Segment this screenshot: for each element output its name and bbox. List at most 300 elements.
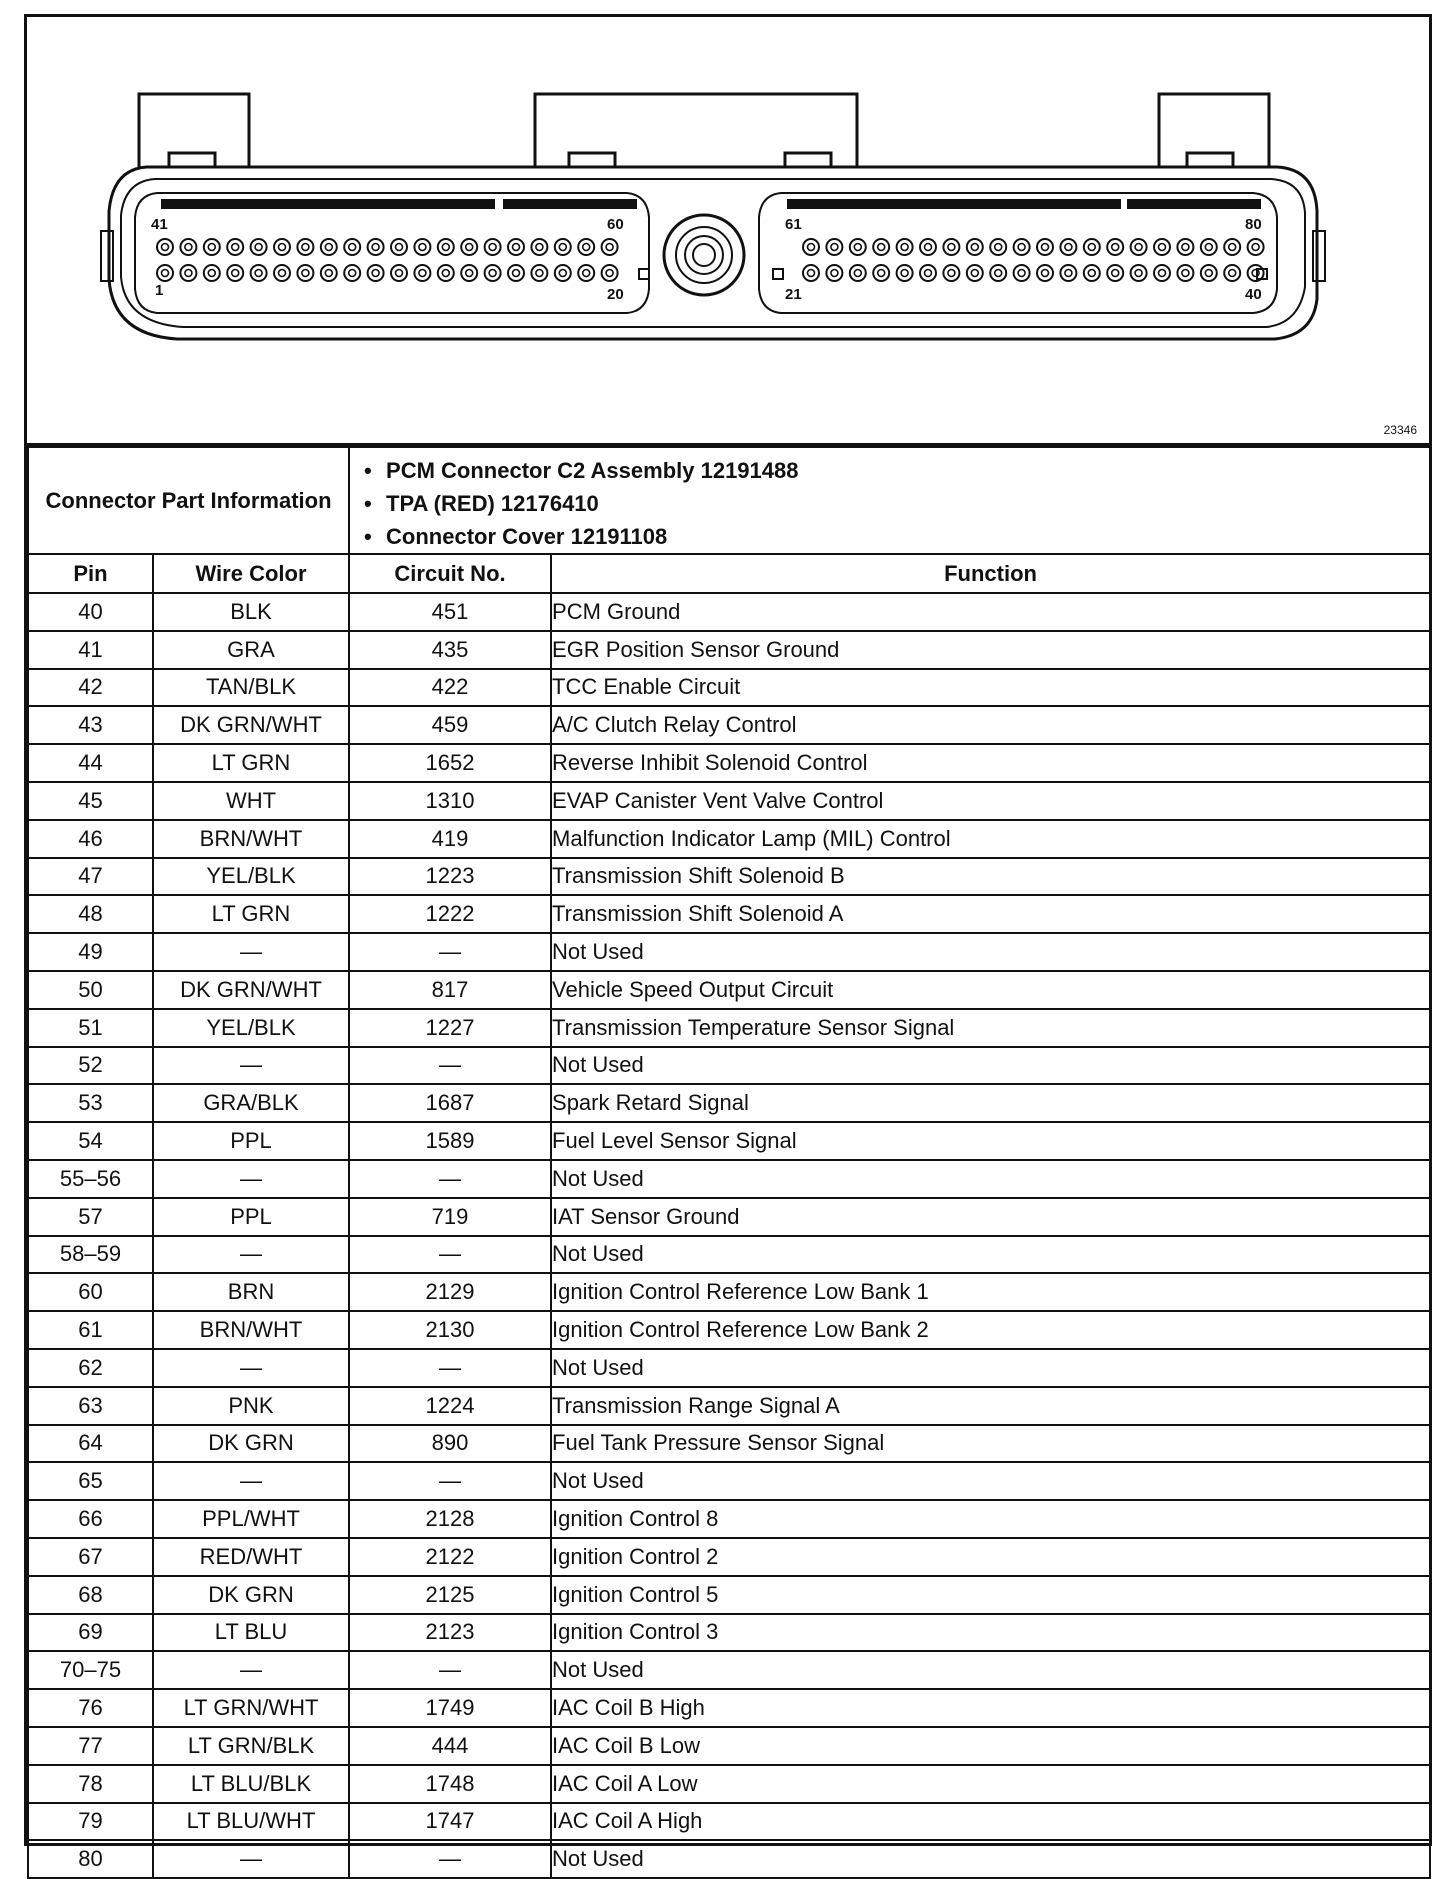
pin-hole-center	[232, 270, 239, 277]
table-row	[28, 669, 1430, 707]
cell-circuit-no: 1652	[349, 744, 551, 782]
pin-hole-center	[925, 244, 932, 251]
pin-hole-center	[808, 270, 815, 277]
pin-hole	[391, 265, 407, 281]
cell-circuit-no: 1749	[349, 1689, 551, 1727]
pin-hole-center	[396, 270, 403, 277]
cell-wire-color: —	[153, 1462, 349, 1500]
pin-hole-center	[971, 270, 978, 277]
cell-wire-color: TAN/BLK	[153, 669, 349, 707]
pin-hole-center	[995, 244, 1002, 251]
cell-circuit-no: —	[349, 1349, 551, 1387]
cell-circuit-no: 444	[349, 1727, 551, 1765]
pin-hole	[251, 265, 267, 281]
cell-circuit-no: 1310	[349, 782, 551, 820]
cell-wire-color: RED/WHT	[153, 1538, 349, 1576]
cell-wire-color: BRN	[153, 1273, 349, 1311]
cell-function: Transmission Shift Solenoid A	[551, 895, 1430, 933]
pin-hole-center	[372, 244, 379, 251]
pin-hole-center	[1159, 244, 1166, 251]
cell-circuit-no: 817	[349, 971, 551, 1009]
pin-hole	[180, 265, 196, 281]
pin-hole	[873, 265, 889, 281]
cell-wire-color: LT GRN	[153, 744, 349, 782]
table-row	[28, 1009, 1430, 1047]
pin-hole	[967, 239, 983, 255]
table-row	[28, 1727, 1430, 1765]
cell-circuit-no: 2129	[349, 1273, 551, 1311]
pin-hole	[1107, 265, 1123, 281]
cell-function: EGR Position Sensor Ground	[551, 631, 1430, 669]
cell-function: Ignition Control Reference Low Bank 1	[551, 1273, 1430, 1311]
pin-hole-center	[606, 270, 613, 277]
cell-wire-color: WHT	[153, 782, 349, 820]
cell-wire-color: LT GRN	[153, 895, 349, 933]
cell-pin: 66	[28, 1500, 153, 1538]
table-row	[28, 1236, 1430, 1274]
cell-circuit-no: 1224	[349, 1387, 551, 1425]
cell-circuit-no: 435	[349, 631, 551, 669]
cell-wire-color: YEL/BLK	[153, 1009, 349, 1047]
cell-pin: 79	[28, 1803, 153, 1841]
cell-circuit-no: 2123	[349, 1614, 551, 1652]
pin-hole	[274, 265, 290, 281]
pin-hole-center	[854, 270, 861, 277]
right-latch-tower	[1159, 94, 1269, 167]
connector-info-item: • Connector Cover 12191108	[386, 520, 1429, 553]
pin-hole	[1107, 239, 1123, 255]
cell-pin: 54	[28, 1122, 153, 1160]
pin-hole-center	[948, 270, 955, 277]
cell-pin: 40	[28, 593, 153, 631]
cell-pin: 46	[28, 820, 153, 858]
pin-hole-center	[1088, 244, 1095, 251]
table-row	[28, 1311, 1430, 1349]
pin-hole-center	[442, 270, 449, 277]
cell-pin: 70–75	[28, 1651, 153, 1689]
connector-info-item: • TPA (RED) 12176410	[386, 487, 1429, 520]
cell-pin: 47	[28, 858, 153, 896]
cell-function: EVAP Canister Vent Valve Control	[551, 782, 1430, 820]
pin-hole-center	[208, 270, 215, 277]
cell-wire-color: LT GRN/BLK	[153, 1727, 349, 1765]
cell-wire-color: LT BLU/BLK	[153, 1765, 349, 1803]
cell-circuit-no: 890	[349, 1425, 551, 1463]
pin-hole-center	[808, 244, 815, 251]
table-row	[28, 1500, 1430, 1538]
pin-hole	[920, 239, 936, 255]
cell-pin: 53	[28, 1084, 153, 1122]
pin-hole-center	[442, 244, 449, 251]
cell-wire-color: GRA/BLK	[153, 1084, 349, 1122]
table-row	[28, 782, 1430, 820]
cell-pin: 64	[28, 1425, 153, 1463]
table-row	[28, 1084, 1430, 1122]
cell-circuit-no: 419	[349, 820, 551, 858]
cell-function: Ignition Control 8	[551, 1500, 1430, 1538]
pin-hole	[297, 239, 313, 255]
pin-hole-center	[372, 270, 379, 277]
pin-hole	[414, 265, 430, 281]
pin-hole-center	[1065, 270, 1072, 277]
cell-circuit-no: 2130	[349, 1311, 551, 1349]
pin-hole-center	[1205, 244, 1212, 251]
pin-hole-center	[208, 244, 215, 251]
table-row	[28, 820, 1430, 858]
cell-pin: 43	[28, 706, 153, 744]
cell-function: IAC Coil B Low	[551, 1727, 1430, 1765]
cell-pin: 49	[28, 933, 153, 971]
cell-pin: 60	[28, 1273, 153, 1311]
pin-hole	[485, 239, 501, 255]
pin-hole	[943, 265, 959, 281]
cell-wire-color: BLK	[153, 593, 349, 631]
cell-wire-color: GRA	[153, 631, 349, 669]
pin-hole	[157, 239, 173, 255]
cell-circuit-no: 2125	[349, 1576, 551, 1614]
pin-hole	[803, 239, 819, 255]
pin-hole	[297, 265, 313, 281]
pin-hole	[897, 239, 913, 255]
cell-pin: 48	[28, 895, 153, 933]
cell-circuit-no: 1687	[349, 1084, 551, 1122]
cell-circuit-no: 2122	[349, 1538, 551, 1576]
pin-hole-center	[255, 244, 262, 251]
table-row	[28, 933, 1430, 971]
pin-hole	[1131, 265, 1147, 281]
pin-hole	[1224, 265, 1240, 281]
cell-function: Not Used	[551, 1840, 1430, 1878]
pin-hole-center	[925, 270, 932, 277]
table-row	[28, 858, 1430, 896]
pin-hole-center	[185, 244, 192, 251]
cell-pin: 45	[28, 782, 153, 820]
pin-hole-center	[1135, 270, 1142, 277]
connector-info-row	[28, 447, 1430, 554]
pin-label-61: 61	[785, 216, 802, 233]
pin-hole-center	[349, 244, 356, 251]
pin-label-41: 41	[151, 216, 168, 233]
header-wire-color: Wire Color	[153, 554, 349, 593]
figure-number: 23346	[1383, 423, 1417, 437]
cell-wire-color: BRN/WHT	[153, 820, 349, 858]
cell-function: IAT Sensor Ground	[551, 1198, 1430, 1236]
cell-pin: 63	[28, 1387, 153, 1425]
cell-circuit-no: —	[349, 1236, 551, 1274]
cell-pin: 77	[28, 1727, 153, 1765]
cell-pin: 58–59	[28, 1236, 153, 1274]
pin-hole-center	[302, 244, 309, 251]
pin-hole	[850, 239, 866, 255]
pin-hole-center	[559, 244, 566, 251]
cell-function: Not Used	[551, 1349, 1430, 1387]
table-row	[28, 895, 1430, 933]
pin-hole	[531, 265, 547, 281]
table-row	[28, 971, 1430, 1009]
pin-hole-center	[536, 244, 543, 251]
pin-hole	[274, 239, 290, 255]
left-pin-housing	[135, 193, 649, 313]
table-row	[28, 1689, 1430, 1727]
cell-function: Ignition Control 3	[551, 1614, 1430, 1652]
table-row	[28, 1840, 1430, 1878]
cell-function: TCC Enable Circuit	[551, 669, 1430, 707]
connector-info-list	[349, 447, 1430, 554]
pin-hole	[1131, 239, 1147, 255]
pin-hole	[344, 265, 360, 281]
pin-hole	[555, 239, 571, 255]
pin-hole	[1060, 239, 1076, 255]
cell-circuit-no: 719	[349, 1198, 551, 1236]
left-key-bar-a	[161, 199, 495, 209]
pin-hole-center	[162, 244, 169, 251]
cell-function: Reverse Inhibit Solenoid Control	[551, 744, 1430, 782]
cell-circuit-no: 1223	[349, 858, 551, 896]
pin-hole	[485, 265, 501, 281]
cell-circuit-no: 2128	[349, 1500, 551, 1538]
pin-hole	[1177, 239, 1193, 255]
cell-function: Ignition Control 5	[551, 1576, 1430, 1614]
table-row	[28, 1614, 1430, 1652]
pin-hole	[920, 265, 936, 281]
cell-function: Ignition Control 2	[551, 1538, 1430, 1576]
pin-hole	[990, 265, 1006, 281]
pin-hole	[1037, 239, 1053, 255]
table-row	[28, 706, 1430, 744]
table-row	[28, 744, 1430, 782]
pin-hole-center	[325, 270, 332, 277]
cell-circuit-no: 1222	[349, 895, 551, 933]
connector-diagram	[27, 17, 1429, 446]
pin-hole-center	[396, 244, 403, 251]
pin-hole-center	[279, 270, 286, 277]
table-row	[28, 1651, 1430, 1689]
pin-hole-center	[1229, 270, 1236, 277]
pin-hole	[531, 239, 547, 255]
pin-hole	[391, 239, 407, 255]
pin-hole-center	[1205, 270, 1212, 277]
cell-function: Not Used	[551, 1047, 1430, 1085]
cell-function: Transmission Temperature Sensor Signal	[551, 1009, 1430, 1047]
pin-hole-center	[1182, 244, 1189, 251]
cell-wire-color: —	[153, 1236, 349, 1274]
center-latch-tower	[535, 94, 857, 167]
cell-wire-color: PPL	[153, 1198, 349, 1236]
pin-hole-center	[513, 270, 520, 277]
pin-hole	[967, 265, 983, 281]
pin-hole-center	[971, 244, 978, 251]
cell-function: Ignition Control Reference Low Bank 2	[551, 1311, 1430, 1349]
pin-hole-center	[559, 270, 566, 277]
connector-pinout-sheet	[24, 14, 1432, 1872]
pin-hole	[943, 239, 959, 255]
cell-wire-color: DK GRN/WHT	[153, 706, 349, 744]
pin-hole-center	[901, 270, 908, 277]
pin-hole-center	[878, 244, 885, 251]
cell-function: Not Used	[551, 1160, 1430, 1198]
pin-hole-center	[1229, 244, 1236, 251]
cell-pin: 65	[28, 1462, 153, 1500]
cell-function: Spark Retard Signal	[551, 1084, 1430, 1122]
pin-hole-center	[831, 270, 838, 277]
pin-hole	[555, 265, 571, 281]
cell-circuit-no: 459	[349, 706, 551, 744]
pin-hole	[438, 239, 454, 255]
cell-function: IAC Coil A Low	[551, 1765, 1430, 1803]
connector-info-item: • PCM Connector C2 Assembly 12191488	[386, 454, 1429, 487]
cell-pin: 78	[28, 1765, 153, 1803]
cell-function: IAC Coil A High	[551, 1803, 1430, 1841]
pin-hole	[1154, 265, 1170, 281]
pin-hole	[602, 239, 618, 255]
cell-wire-color: —	[153, 1651, 349, 1689]
pin-hole-center	[995, 270, 1002, 277]
pin-hole	[1154, 239, 1170, 255]
cell-function: Fuel Tank Pressure Sensor Signal	[551, 1425, 1430, 1463]
connector-drawing	[27, 17, 1429, 443]
pin-hole-center	[583, 244, 590, 251]
pin-hole-center	[1252, 270, 1259, 277]
pin-hole-center	[489, 270, 496, 277]
cell-circuit-no: 1747	[349, 1803, 551, 1841]
pin-hole-center	[185, 270, 192, 277]
cell-wire-color: LT BLU	[153, 1614, 349, 1652]
pin-hole	[227, 265, 243, 281]
pin-hole-center	[1088, 270, 1095, 277]
pin-hole-center	[583, 270, 590, 277]
pin-hole	[344, 239, 360, 255]
left-latch-tower	[139, 94, 249, 167]
left-key-bar-b	[503, 199, 637, 209]
cell-pin: 41	[28, 631, 153, 669]
cell-wire-color: DK GRN/WHT	[153, 971, 349, 1009]
cell-wire-color: YEL/BLK	[153, 858, 349, 896]
cell-function: Not Used	[551, 933, 1430, 971]
pin-hole	[1037, 265, 1053, 281]
pin-hole-center	[232, 244, 239, 251]
cell-wire-color: PNK	[153, 1387, 349, 1425]
cell-pin: 67	[28, 1538, 153, 1576]
pin-hole-center	[1182, 270, 1189, 277]
right-key-bar-b	[1127, 199, 1261, 209]
cell-wire-color: —	[153, 1047, 349, 1085]
pin-hole	[461, 239, 477, 255]
pin-hole	[826, 265, 842, 281]
cell-function: Transmission Shift Solenoid B	[551, 858, 1430, 896]
pin-hole	[461, 265, 477, 281]
table-row	[28, 1538, 1430, 1576]
table-row	[28, 1462, 1430, 1500]
pin-hole-center	[1112, 244, 1119, 251]
cell-wire-color: —	[153, 933, 349, 971]
cell-pin: 51	[28, 1009, 153, 1047]
cell-function: Vehicle Speed Output Circuit	[551, 971, 1430, 1009]
cell-function: Transmission Range Signal A	[551, 1387, 1430, 1425]
cell-function: Malfunction Indicator Lamp (MIL) Control	[551, 820, 1430, 858]
pin-hole	[602, 265, 618, 281]
pin-hole	[414, 239, 430, 255]
right-pin-housing	[759, 193, 1277, 313]
cell-circuit-no: 422	[349, 669, 551, 707]
cell-pin: 69	[28, 1614, 153, 1652]
pin-hole	[826, 239, 842, 255]
pin-hole	[368, 239, 384, 255]
pin-hole	[1248, 239, 1264, 255]
cell-function: Not Used	[551, 1651, 1430, 1689]
table-row	[28, 1425, 1430, 1463]
cell-wire-color: —	[153, 1840, 349, 1878]
cell-circuit-no: 1227	[349, 1009, 551, 1047]
cell-circuit-no: —	[349, 1651, 551, 1689]
table-row	[28, 631, 1430, 669]
cell-pin: 55–56	[28, 1160, 153, 1198]
table-row	[28, 1803, 1430, 1841]
cell-circuit-no: —	[349, 1047, 551, 1085]
pin-hole-center	[831, 244, 838, 251]
table-row	[28, 1198, 1430, 1236]
cell-pin: 80	[28, 1840, 153, 1878]
pin-hole-center	[419, 244, 426, 251]
cell-pin: 44	[28, 744, 153, 782]
pin-hole	[321, 265, 337, 281]
cell-circuit-no: —	[349, 1462, 551, 1500]
header-function: Function	[551, 554, 1430, 593]
header-pin: Pin	[28, 554, 153, 593]
pin-hole	[1177, 265, 1193, 281]
table-row	[28, 1765, 1430, 1803]
pin-hole-center	[1042, 270, 1049, 277]
cell-function: Not Used	[551, 1236, 1430, 1274]
cell-function: PCM Ground	[551, 593, 1430, 631]
table-row	[28, 1273, 1430, 1311]
pin-hole	[227, 239, 243, 255]
table-row	[28, 1387, 1430, 1425]
pin-hole	[251, 239, 267, 255]
pin-hole-center	[948, 244, 955, 251]
cell-function: Not Used	[551, 1462, 1430, 1500]
table-row	[28, 1047, 1430, 1085]
cell-circuit-no: 1589	[349, 1122, 551, 1160]
pin-hole	[803, 265, 819, 281]
pin-hole-center	[606, 244, 613, 251]
pin-label-80: 80	[1245, 216, 1262, 233]
pin-hole	[1224, 239, 1240, 255]
table-row	[28, 1160, 1430, 1198]
pin-hole	[368, 265, 384, 281]
pin-hole	[850, 265, 866, 281]
cell-pin: 76	[28, 1689, 153, 1727]
pin-hole	[1084, 265, 1100, 281]
pin-hole-center	[1018, 270, 1025, 277]
pin-hole-center	[349, 270, 356, 277]
pin-hole-center	[878, 270, 885, 277]
pin-hole	[873, 239, 889, 255]
cell-pin: 57	[28, 1198, 153, 1236]
table-row	[28, 1576, 1430, 1614]
pin-label-20: 20	[607, 286, 624, 303]
pin-hole-center	[255, 270, 262, 277]
cell-wire-color: DK GRN	[153, 1576, 349, 1614]
pinout-table	[27, 446, 1431, 1879]
pin-hole	[508, 239, 524, 255]
cell-pin: 50	[28, 971, 153, 1009]
pin-hole	[1084, 239, 1100, 255]
pin-hole-center	[489, 244, 496, 251]
cell-wire-color: —	[153, 1160, 349, 1198]
cell-function: Fuel Level Sensor Signal	[551, 1122, 1430, 1160]
cell-wire-color: BRN/WHT	[153, 1311, 349, 1349]
cell-wire-color: PPL/WHT	[153, 1500, 349, 1538]
